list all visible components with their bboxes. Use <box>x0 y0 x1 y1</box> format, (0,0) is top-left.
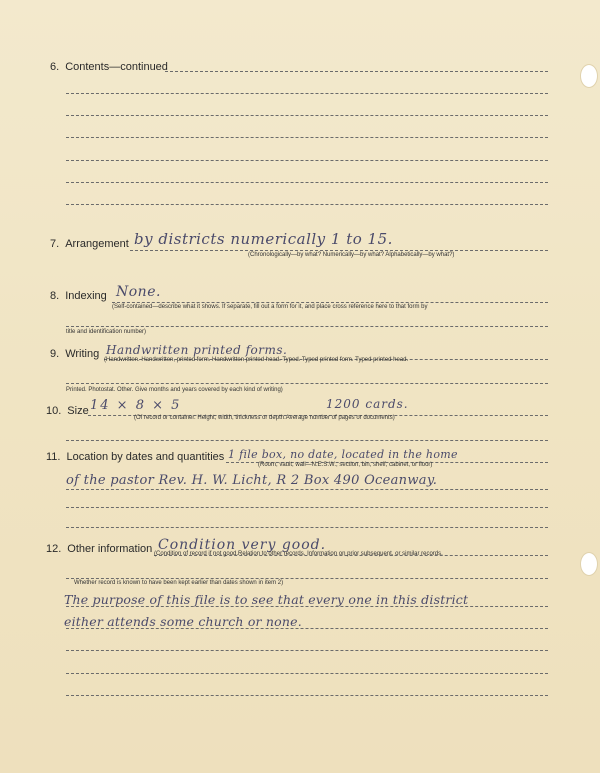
answer-line <box>66 628 548 629</box>
item-number: 12. <box>46 543 62 555</box>
writing-caption: (Handwritten. Handwritten, printed form. Handwritten printed head. Typed. Typed printed form. Typed printed head. <box>104 357 409 363</box>
answer-line <box>66 578 548 579</box>
indexing-value: None. <box>116 284 161 300</box>
other-info-caption-continued: Whether record is known to have been kept earlier than dates shown in item 2) <box>74 580 284 586</box>
writing-caption-continued: Printed. Photostat. Other. Give months and years covered by each kind of writing) <box>66 387 283 393</box>
item-label: Arrangement <box>65 238 129 250</box>
other-info-note-continued: either attends some church or none. <box>64 614 302 629</box>
size-label <box>46 405 89 417</box>
answer-line <box>66 695 548 696</box>
contents-label <box>50 61 168 73</box>
arrangement-value: by districts numerically 1 to 15. <box>134 230 393 248</box>
answer-line <box>130 250 548 251</box>
answer-line <box>66 650 548 651</box>
item-number: 8. <box>50 290 60 302</box>
punch-hole <box>580 552 598 576</box>
item-number: 9. <box>50 348 60 360</box>
other-info-value: Condition very good. <box>158 537 327 553</box>
arrangement-label <box>50 238 129 250</box>
answer-line <box>66 182 548 183</box>
arrangement-caption: (Chronologically—by what? Numerically—by what? Alphabetically—by what?) <box>248 252 455 258</box>
location-label <box>46 451 224 463</box>
answer-line <box>66 673 548 674</box>
answer-line <box>66 204 548 205</box>
answer-line <box>66 326 548 327</box>
answer-line <box>66 115 548 116</box>
item-number: 7. <box>50 238 60 250</box>
other-info-note: The purpose of this file is to see that every one in this district <box>64 592 469 607</box>
answer-line <box>112 302 548 303</box>
item-number: 6. <box>50 61 60 73</box>
item-label: Size <box>67 405 89 417</box>
punch-hole <box>580 64 598 88</box>
answer-line <box>66 160 548 161</box>
answer-line <box>165 71 548 72</box>
size-dimensions-value: 14 × 8 × 5 <box>90 398 182 413</box>
location-caption: (Room, vault, wall—N.E.S.W., section, bin, shelf, cabinet, or floor) <box>258 462 433 468</box>
size-count-value: 1200 cards. <box>326 397 409 411</box>
location-value: 1 file box, no date, located in the home <box>228 448 458 461</box>
item-label: Contents—continued <box>65 61 168 73</box>
indexing-caption: (Self-contained—describe what it shows. If separate, fill out a form for it, and place cross reference here to that form by <box>112 304 428 310</box>
writing-value: Handwritten printed forms. <box>106 343 288 357</box>
item-number: 11. <box>46 451 61 463</box>
answer-line <box>66 137 548 138</box>
writing-label <box>50 348 99 360</box>
other-info-caption: (Condition of record if not good.Relation to other records. Information on prior subsequent, or similar records. <box>154 551 443 557</box>
answer-line <box>66 383 548 384</box>
answer-line <box>66 606 548 607</box>
answer-line <box>66 527 548 528</box>
answer-line <box>66 93 548 94</box>
item-label: Indexing <box>65 290 107 302</box>
item-label: Writing <box>65 348 100 360</box>
item-number: 10. <box>46 405 62 417</box>
size-caption: (Of record or container. Height, width, thickness or depth.Average number of pages or documents) <box>134 415 395 421</box>
location-value-continued: of the pastor Rev. H. W. Licht, R 2 Box 490 Oceanway. <box>66 473 438 488</box>
other-info-label <box>46 543 152 555</box>
answer-line <box>66 489 548 490</box>
item-label: Location by dates and quantities <box>66 451 225 463</box>
indexing-caption-continued: title and identification number) <box>66 329 147 335</box>
item-label: Other information <box>67 543 153 555</box>
answer-line <box>66 440 548 441</box>
answer-line <box>66 507 548 508</box>
indexing-label <box>50 290 107 302</box>
